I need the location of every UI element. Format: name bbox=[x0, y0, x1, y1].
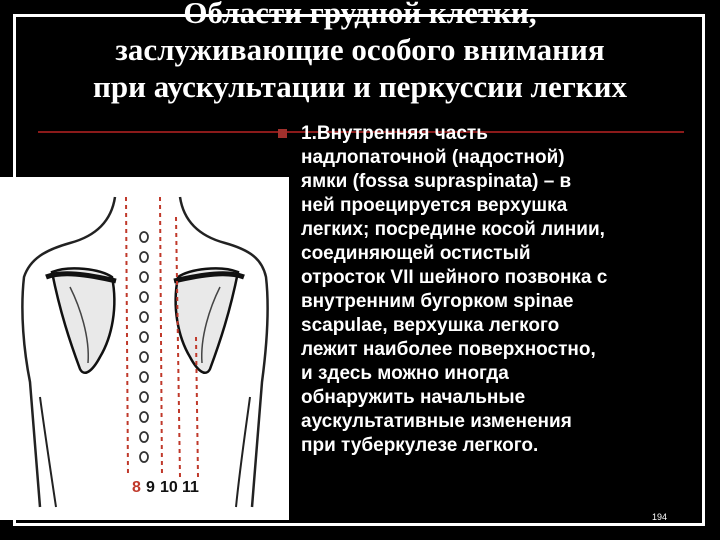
spinous-processes bbox=[140, 232, 148, 462]
text-line: обнаружить начальные bbox=[301, 387, 526, 408]
back-outline-drawing bbox=[0, 177, 289, 520]
text-line: соединяющей остистый bbox=[301, 243, 531, 264]
line-label-11: 11 bbox=[182, 479, 199, 496]
line-label-8: 8 bbox=[132, 479, 141, 496]
red-dotted-line bbox=[160, 197, 162, 477]
text-line: и здесь можно иногда bbox=[301, 363, 509, 384]
page-number: 194 bbox=[652, 512, 668, 522]
title-line: Области грудной клетки, bbox=[183, 0, 537, 30]
text-line: scapulae, верхушка легкого bbox=[301, 315, 560, 336]
text-line: легких; посредине косой линии, bbox=[301, 219, 605, 240]
bullet-text bbox=[301, 122, 701, 458]
text-line: при туберкулезе легкого. bbox=[301, 435, 539, 456]
text-line: ней проецируется верхушка bbox=[301, 195, 568, 216]
text-line: надлопаточной (надостной) bbox=[301, 147, 565, 168]
red-dotted-line bbox=[176, 217, 180, 477]
slide-title bbox=[20, 0, 700, 105]
red-dotted-line bbox=[126, 197, 128, 477]
title-line: при аускультации и перкуссии легких bbox=[92, 69, 628, 104]
bullet-square-icon bbox=[278, 129, 287, 138]
line-label-10: 10 bbox=[160, 479, 178, 496]
text-line: ямки (fossa supraspinata) – в bbox=[301, 171, 572, 192]
back-anatomy-figure bbox=[0, 177, 289, 520]
title-line: заслуживающие особого внимания bbox=[115, 32, 605, 67]
text-line: аускультативные изменения bbox=[301, 411, 572, 432]
text-line: 1.Внутренняя часть bbox=[301, 123, 488, 144]
arm-line bbox=[40, 397, 56, 507]
line-label-9: 9 bbox=[146, 479, 155, 496]
text-line: внутренним бугорком spinae bbox=[301, 291, 574, 312]
text-line: отросток VII шейного позвонка с bbox=[301, 267, 608, 288]
text-line: лежит наиболее поверхностно, bbox=[301, 339, 596, 360]
arm-line bbox=[236, 397, 250, 507]
